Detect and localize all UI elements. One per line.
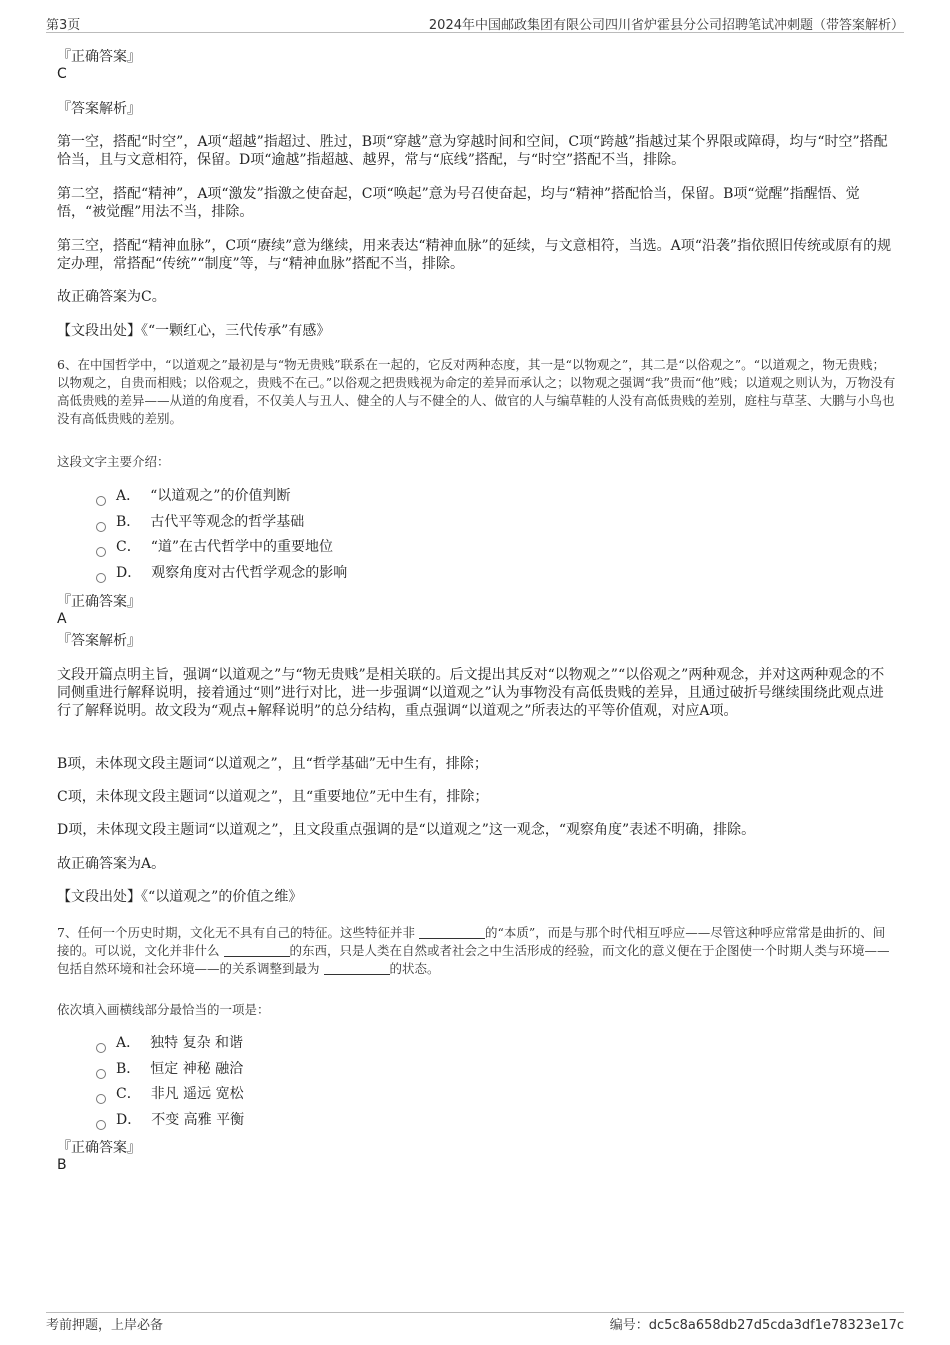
radio-icon[interactable] bbox=[96, 1043, 106, 1053]
q5-answer-label: 『正确答案』 bbox=[57, 49, 141, 65]
q5-analysis-p1: 第一空，搭配“时空”，A项“超越”指超过、胜过，B项“穿越”意为穿越时间和空间，C项“跨越”指越过某个界限或障碍，均与“时空”搭配恰当，且与文意相符，保留。D项“逾越”指超越、越界，常与“底线”搭配，与“时空”搭配不当，排除。 bbox=[57, 134, 888, 168]
option-text: 恒定 神秘 融洽 bbox=[150, 1061, 244, 1077]
fill-blank-2 bbox=[224, 944, 290, 957]
q7-option-b[interactable] bbox=[96, 1060, 243, 1078]
option-text: 古代平等观念的哲学基础 bbox=[150, 514, 305, 530]
q6-option-d[interactable] bbox=[96, 564, 347, 582]
q6-analysis-p1: 文段开篇点明主旨，强调“以道观之”与“物无贵贱”是相关联的。后文提出其反对“以物观之”“以俗观之”两种观念，并对这两种观念的不同侧重进行解释说明，接着通过“则”进行对比，进一步强调“以道观之”认为事物没有高低贵贱的差异，且通过破折号继续围绕此观点进行了解释说明。故文段为“观点+解释说明”的总分结构，重点强调“以道观之”所表达的平等价值观，对应A项。 bbox=[57, 667, 885, 719]
radio-icon[interactable] bbox=[96, 522, 106, 532]
q7-answer-label: 『正确答案』 bbox=[57, 1140, 141, 1156]
q6-analysis-p2: B项，未体现文段主题词“以道观之”，且“哲学基础”无中生有，排除； bbox=[57, 756, 488, 772]
q5-source: 【文段出处】《“一颗红心，三代传承”有感》 bbox=[57, 323, 331, 339]
q6-stem: 6、在中国哲学中，“以道观之”最初是与“物无贵贱”联系在一起的，它反对两种态度，其一是“以物观之”，其二是“以俗观之”。“以道观之，物无贵贱；以物观之，自贵而相贱；以俗观之，贵贱不在己。”以俗观之把贵贱视为命定的差异而承认之；以物观之强调“我”贵而“他”贱；以道观之则认为，万物没有高低贵贱的差异——从道的角度看，不仅美人与丑人、健全的人与不健全的人、做官的人与编草鞋的人没有高低贵贱的差别，庭柱与草茎、大鹏与小鸟也没有高低贵贱的差别。 bbox=[57, 357, 896, 426]
option-text: 独特 复杂 和谐 bbox=[150, 1035, 244, 1051]
q6-source: 【文段出处】《“以道观之”的价值之维》 bbox=[57, 889, 303, 905]
q6-option-b[interactable] bbox=[96, 513, 304, 531]
q7-answer: B bbox=[57, 1157, 67, 1173]
option-letter: C． bbox=[116, 1086, 141, 1102]
option-text: 非凡 遥远 宽松 bbox=[150, 1086, 244, 1102]
q6-option-c[interactable] bbox=[96, 538, 333, 556]
q7-stem-part2: 的“本质”，而是与那个时代相互呼应——尽管这种呼应常常是曲折的、间接的。可以说，文化并非什么 bbox=[57, 925, 886, 958]
q6-conclusion: 故正确答案为A。 bbox=[57, 856, 166, 872]
header-divider bbox=[46, 32, 904, 33]
option-letter: C． bbox=[116, 539, 141, 555]
radio-icon[interactable] bbox=[96, 573, 106, 583]
option-text: 不变 高雅 平衡 bbox=[151, 1112, 245, 1128]
q7-prompt: 依次填入画横线部分最恰当的一项是： bbox=[57, 1002, 270, 1017]
page-number: 第3页 bbox=[46, 18, 81, 33]
q6-analysis-label: 『答案解析』 bbox=[57, 633, 141, 649]
option-letter: A． bbox=[116, 1035, 141, 1051]
q6-analysis-p4: D项，未体现文段主题词“以道观之”，且文段重点强调的是“以道观之”这一观念，“观察角度”表述不明确，排除。 bbox=[57, 822, 756, 838]
option-text: “以道观之”的价值判断 bbox=[150, 488, 291, 504]
radio-icon[interactable] bbox=[96, 547, 106, 557]
q7-stem-part1: 7、任何一个历史时期，文化无不具有自己的特征。这些特征并非 bbox=[57, 925, 415, 940]
radio-icon[interactable] bbox=[96, 496, 106, 506]
q7-option-c[interactable] bbox=[96, 1085, 244, 1103]
q6-answer: A bbox=[57, 611, 67, 627]
q5-analysis-p2: 第二空，搭配“精神”，A项“激发”指激之使奋起，C项“唤起”意为号召使奋起，均与“精神”搭配恰当，保留。B项“觉醒”指醒悟、觉悟，“被觉醒”用法不当，排除。 bbox=[57, 186, 860, 220]
footer-divider bbox=[46, 1312, 904, 1313]
option-letter: B． bbox=[116, 514, 141, 530]
radio-icon[interactable] bbox=[96, 1120, 106, 1130]
option-letter: B． bbox=[116, 1061, 141, 1077]
q7-option-a[interactable] bbox=[96, 1034, 243, 1052]
radio-icon[interactable] bbox=[96, 1094, 106, 1104]
q7-stem-part3: 的东西，只是人类在自然或者社会之中生活形成的经验，而文化的意义便在于企图使一个时期人类与环境——包括自然环境和社会环境——的关系调整到最为 bbox=[57, 943, 890, 976]
option-letter: D． bbox=[116, 565, 142, 581]
q5-analysis-label: 『答案解析』 bbox=[57, 101, 141, 117]
q7-option-d[interactable] bbox=[96, 1111, 244, 1129]
footer-slogan: 考前押题，上岸必备 bbox=[46, 1318, 164, 1333]
fill-blank-1 bbox=[419, 926, 485, 939]
fill-blank-3 bbox=[324, 962, 390, 975]
q5-answer: C bbox=[57, 66, 67, 82]
footer-code-label: 编号： bbox=[609, 1318, 649, 1333]
q5-analysis-p3: 第三空，搭配“精神血脉”，C项“赓续”意为继续，用来表达“精神血脉”的延续，与文意相符，当选。A项“沿袭”指依照旧传统或原有的规定办理，常搭配“传统”“制度”等，与“精神血脉”搭配不当，排除。 bbox=[57, 238, 892, 272]
option-text: “道”在古代哲学中的重要地位 bbox=[150, 539, 334, 555]
option-text: 观察角度对古代哲学观念的影响 bbox=[151, 565, 348, 581]
footer-code bbox=[610, 1314, 904, 1333]
option-letter: D． bbox=[116, 1112, 142, 1128]
option-letter: A． bbox=[116, 488, 141, 504]
q6-prompt: 这段文字主要介绍： bbox=[57, 454, 170, 469]
q6-option-a[interactable] bbox=[96, 487, 290, 505]
radio-icon[interactable] bbox=[96, 1069, 106, 1079]
q7-stem bbox=[57, 924, 897, 978]
footer-code-value: dc5c8a658db27d5cda3df1e78323e17c bbox=[648, 1318, 904, 1333]
q6-answer-label: 『正确答案』 bbox=[57, 594, 141, 610]
q6-analysis-p3: C项，未体现文段主题词“以道观之”，且“重要地位”无中生有，排除； bbox=[57, 789, 489, 805]
q7-stem-part4: 的状态。 bbox=[389, 961, 440, 976]
q5-conclusion: 故正确答案为C。 bbox=[57, 289, 166, 305]
document-title: 2024年中国邮政集团有限公司四川省炉霍县分公司招聘笔试冲刺题（带答案解析） bbox=[428, 18, 904, 33]
